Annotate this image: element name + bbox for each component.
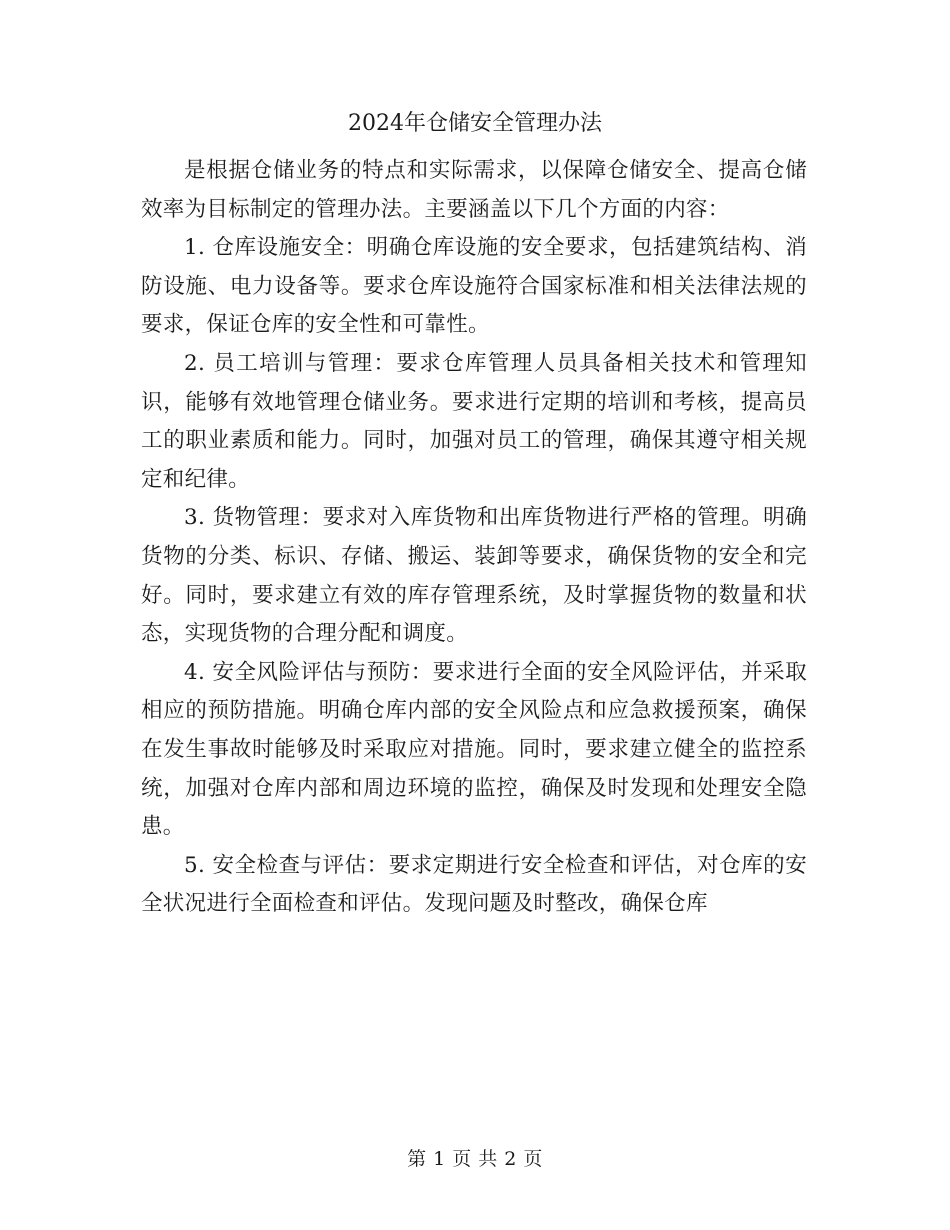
- section-risk-assessment-prevention: 4. 安全风险评估与预防：要求进行全面的安全风险评估，并采取相应的预防措施。明确仓库内部的安全风险点和应急救援预案，确保在发生事故时能够及时采取应对措施。同时，要求建立健全的监控系统，加强对仓库内部和周边环境的监控，确保及时发现和处理安全隐患。: [141, 659, 807, 840]
- page-footer: 第 1 页 共 2 页: [407, 1148, 543, 1170]
- document-title: 2024年仓储安全管理办法: [348, 111, 602, 136]
- section-safety-inspection-evaluation: 5. 安全检查与评估：要求定期进行安全检查和评估，对仓库的安全状况进行全面检查和评估。发现问题及时整改，确保仓库: [141, 852, 807, 917]
- intro-paragraph: 是根据仓储业务的特点和实际需求，以保障仓储安全、提高仓储效率为目标制定的管理办法。主要涵盖以下几个方面的内容：: [141, 158, 807, 222]
- document-body: [141, 152, 807, 924]
- section-warehouse-facility-safety: 1. 仓库设施安全：明确仓库设施的安全要求，包括建筑结构、消防设施、电力设备等。要求仓库设施符合国家标准和相关法律法规的要求，保证仓库的安全性和可靠性。: [141, 235, 807, 338]
- section-goods-management: 3. 货物管理：要求对入库货物和出库货物进行严格的管理。明确货物的分类、标识、存储、搬运、装卸等要求，确保货物的安全和完好。同时，要求建立有效的库存管理系统，及时掌握货物的数量和状态，实现货物的合理分配和调度。: [141, 505, 807, 647]
- section-staff-training-management: 2. 员工培训与管理：要求仓库管理人员具备相关技术和管理知识，能够有效地管理仓储业务。要求进行定期的培训和考核，提高员工的职业素质和能力。同时，加强对员工的管理，确保其遵守相关规定和纪律。: [141, 350, 807, 492]
